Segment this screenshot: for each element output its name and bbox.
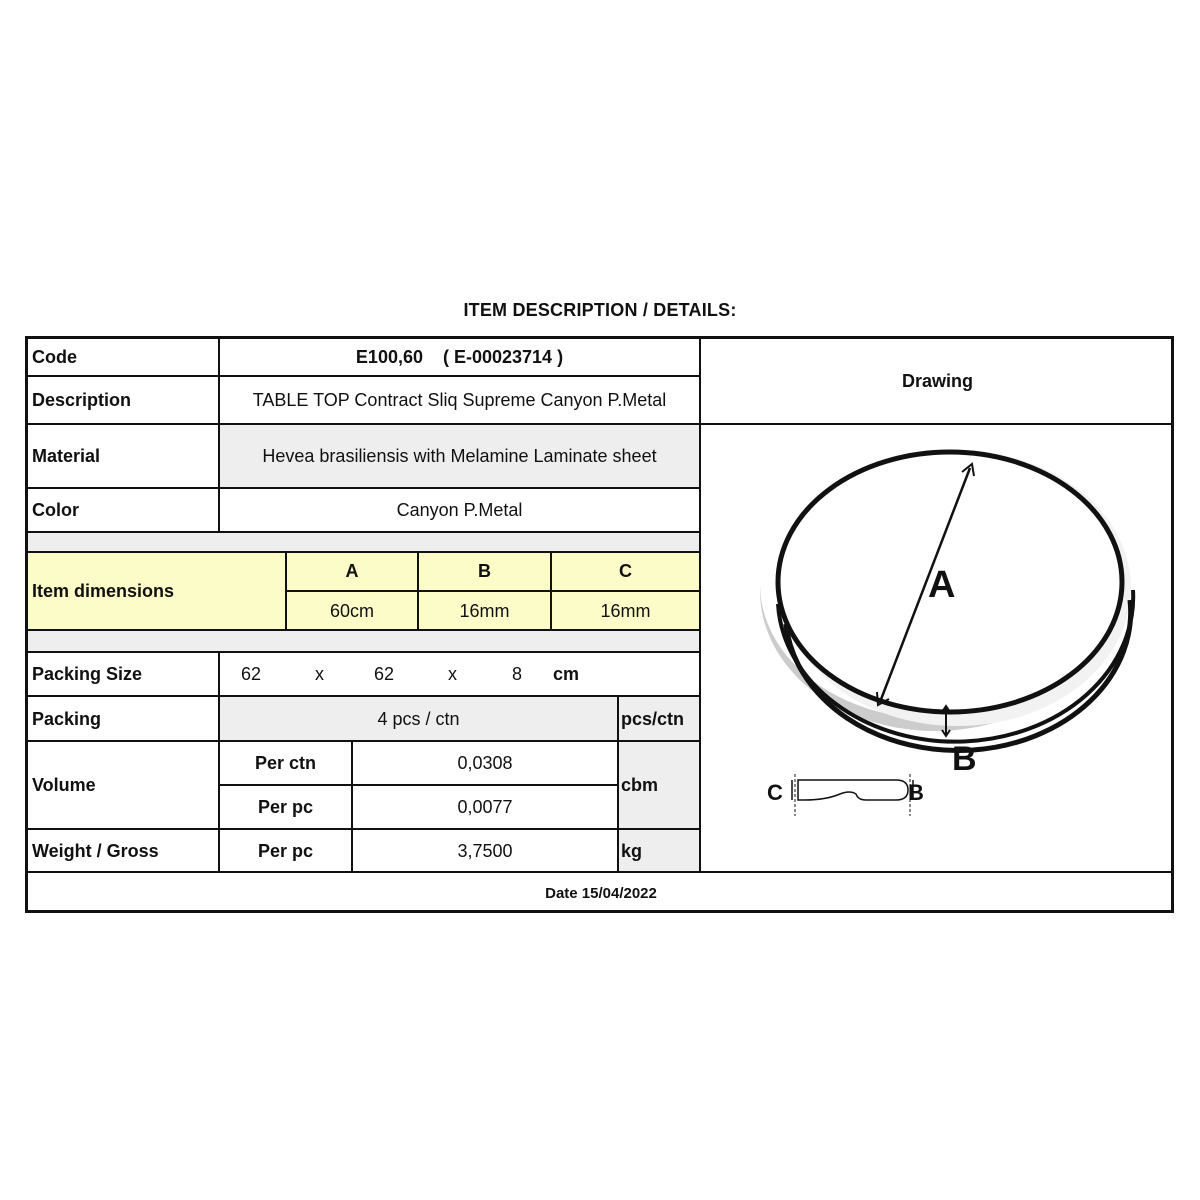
volume-per-pc-label: Per pc	[257, 797, 314, 817]
color-label: Color	[32, 500, 79, 520]
dimension-header-a: A	[345, 561, 359, 581]
volume-per-ctn-label: Per ctn	[254, 753, 317, 773]
packing-size-width: 62	[374, 664, 395, 684]
edge-profile-icon	[798, 780, 908, 800]
dimension-value-c: 16mm	[600, 600, 651, 621]
drawing-title: Drawing	[901, 371, 973, 391]
dimension-header-c: C	[619, 561, 632, 581]
packing-size-length: 62	[241, 664, 262, 684]
weight-unit: kg	[621, 840, 643, 861]
packing-unit: pcs/ctn	[621, 708, 685, 729]
table-top-drawing	[700, 424, 1174, 871]
item-dimensions-label: Item dimensions	[32, 581, 175, 601]
spacer-bg-2	[28, 630, 700, 652]
volume-label: Volume	[32, 775, 96, 795]
packing-size-unit: cm	[553, 664, 580, 684]
dimension-header-b: B	[478, 561, 491, 581]
date-footer: Date 15/04/2022	[545, 884, 657, 902]
page-title: ITEM DESCRIPTION / DETAILS:	[463, 300, 737, 320]
color-value: Canyon P.Metal	[396, 500, 523, 520]
dimension-value-a: 60cm	[329, 600, 374, 621]
item-details-sheet	[25, 336, 1174, 913]
weight-value: 3,7500	[457, 840, 513, 861]
volume-unit: cbm	[621, 775, 659, 795]
packing-size-height: 8	[512, 664, 523, 684]
volume-per-pc-value: 0,0077	[457, 797, 513, 817]
packing-size-sep: x	[315, 664, 324, 684]
packing-value: 4 pcs / ctn	[377, 708, 460, 729]
code-label: Code	[32, 347, 77, 367]
spacer-bg-1	[28, 532, 700, 552]
profile-label-c: C	[767, 780, 783, 805]
code-value: E100,60 ( E-00023714 )	[355, 347, 564, 367]
packing-label: Packing	[32, 708, 102, 729]
description-value: TABLE TOP Contract Sliq Supreme Canyon P.Metal	[252, 390, 667, 410]
material-value: Hevea brasiliensis with Melamine Laminate sheet	[262, 446, 657, 466]
profile-label-b: B	[908, 780, 924, 805]
volume-per-ctn-value: 0,0308	[457, 753, 513, 773]
material-label: Material	[32, 446, 101, 466]
dimension-value-b: 16mm	[459, 600, 510, 621]
description-label: Description	[32, 390, 132, 410]
dimension-label-b: B	[952, 740, 977, 778]
packing-size-sep: x	[448, 664, 457, 684]
packing-size-label: Packing Size	[32, 664, 143, 684]
weight-per-pc-label: Per pc	[257, 840, 314, 861]
weight-label: Weight / Gross	[32, 840, 159, 861]
dimension-label-a: A	[928, 564, 956, 606]
packing-size-values	[220, 653, 699, 696]
